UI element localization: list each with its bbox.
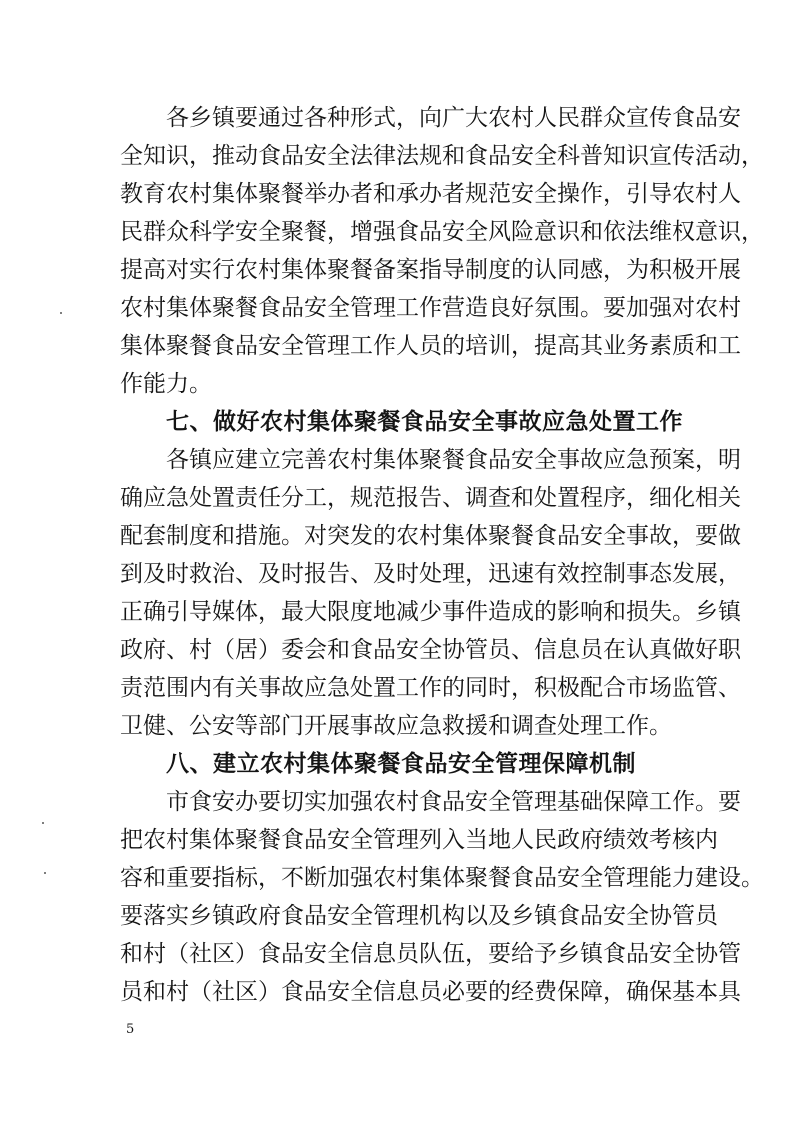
paragraph-line: 农村集体聚餐食品安全管理工作营造良好氛围。要加强对农村 <box>120 295 741 321</box>
paragraph-line: 各乡镇要通过各种形式，向广大农村人民群众宣传食品安 <box>166 105 741 131</box>
paragraph-line: 确应急处置责任分工，规范报告、调查和处置程序，细化相关 <box>120 485 741 511</box>
paragraph-line: 到及时救治、及时报告、及时处理，迅速有效控制事态发展， <box>120 561 741 587</box>
section-heading: 八、建立农村集体聚餐食品安全管理保障机制 <box>166 751 636 777</box>
paragraph-line: 容和重要指标，不断加强农村集体聚餐食品安全管理能力建设。 <box>120 865 764 891</box>
paragraph-line: 员和村（社区）食品安全信息员必要的经费保障，确保基本具 <box>120 979 741 1005</box>
section-heading: 七、做好农村集体聚餐食品安全事故应急处置工作 <box>166 409 683 435</box>
paragraph-line: 配套制度和措施。对突发的农村集体聚餐食品安全事故，要做 <box>120 523 741 549</box>
paragraph-line: 市食安办要切实加强农村食品安全管理基础保障工作。要 <box>166 789 741 815</box>
paragraph-line: 全知识，推动食品安全法律法规和食品安全科普知识宣传活动， <box>120 143 764 169</box>
paragraph-line: 和村（社区）食品安全信息员队伍，要给予乡镇食品安全协管 <box>120 941 741 967</box>
paragraph-line: 把农村集体聚餐食品安全管理列入当地人民政府绩效考核内 <box>120 827 718 853</box>
page-number: 5 <box>126 1022 135 1037</box>
paragraph-line: 要落实乡镇政府食品安全管理机构以及乡镇食品安全协管员 <box>120 903 718 929</box>
paragraph-line: 提高对实行农村集体聚餐备案指导制度的认同感，为积极开展 <box>120 257 741 283</box>
paragraph-line: 卫健、公安等部门开展事故应急救援和调查处理工作。 <box>120 713 672 739</box>
paragraph-line: 集体聚餐食品安全管理工作人员的培训，提高其业务素质和工 <box>120 333 741 359</box>
paragraph-line: 责范围内有关事故应急处置工作的同时，积极配合市场监管、 <box>120 675 741 701</box>
paragraph-line: 各镇应建立完善农村集体聚餐食品安全事故应急预案，明 <box>166 447 741 473</box>
scan-speck <box>44 872 46 874</box>
scan-speck <box>60 312 62 314</box>
paragraph-line: 作能力。 <box>120 371 212 397</box>
paragraph-line: 民群众科学安全聚餐，增强食品安全风险意识和依法维权意识， <box>120 219 764 245</box>
paragraph-line: 正确引导媒体，最大限度地减少事件造成的影响和损失。乡镇 <box>120 599 741 625</box>
paragraph-line: 政府、村（居）委会和食品安全协管员、信息员在认真做好职 <box>120 637 741 663</box>
scan-speck <box>42 822 44 824</box>
paragraph-line: 教育农村集体聚餐举办者和承办者规范安全操作，引导农村人 <box>120 181 741 207</box>
